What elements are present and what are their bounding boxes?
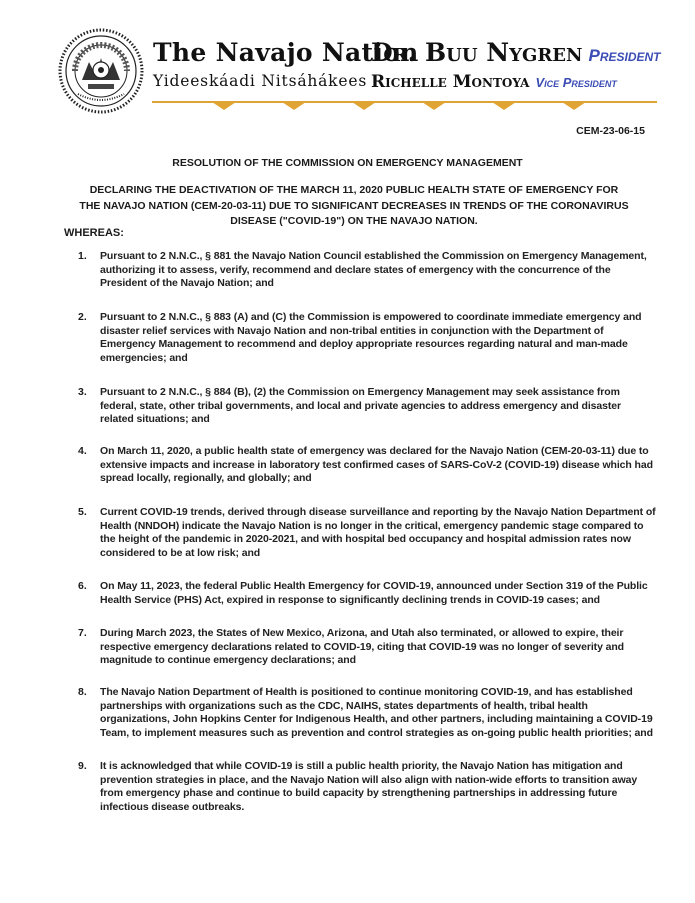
clause-number: 2.	[78, 311, 87, 323]
vice-president-title: Vice President	[535, 75, 617, 90]
clause-text: Pursuant to 2 N.N.C., § 884 (B), (2) the Commission on Emergency Management may seek assistance from federal, state, other tribal governments, and local and private agencies to address emergency and disaster related situations; and	[100, 386, 621, 426]
clause-text: On March 11, 2020, a public health state of emergency was declared for the Navajo Nation (CEM-20-03-11) due to extensive impacts and increase in laboratory test confirmed cases of SARS-CoV-2 (COVID-19) disease which had spread locally, regionally, and globally; and	[100, 445, 653, 485]
clause-number: 5.	[78, 506, 87, 518]
clause-text: It is acknowledged that while COVID-19 is still a public health priority, the Navajo Nation has mitigation and prevention strategies in place, and the Navajo Nation will also align with nation-wide efforts to transition away from emergency phase and continue to build capacity by strengthening partnerships in addressing future infectious disease outbreaks.	[100, 760, 638, 813]
clause-text: The Navajo Nation Department of Health is positioned to continue monitoring COVID-19, and has established partnerships with organizations such as the CDC, NAIHS, states departments of health, tribal health organizations, John Hopkins Center for Indigenous Health, and other partners, including maintaining a COVID-19 Team, to implement measures such as prevention and control strategies as on-going public health priorities; and	[100, 686, 653, 739]
clause-number: 8.	[78, 686, 87, 698]
document-number: CEM-23-06-15	[576, 125, 645, 137]
clause-number: 3.	[78, 386, 87, 398]
nation-name-native: Yideeskáadi Nitsáhákees	[153, 72, 368, 90]
clause-text: Pursuant to 2 N.N.C., § 881 the Navajo Nation Council established the Commission on Emergency Management, authorizing it to assess, verify, recommend and declare states of emergency with the concurrence of the President of the Navajo Nation; and	[100, 250, 647, 290]
clause-text: Current COVID-19 trends, derived through disease surveillance and reporting by the Navajo Nation Department of Health (NNDOH) indicate the Navajo Nation is no longer in the critical, emergency pandemic stage compared to the height of the pandemic in 2020-2021, and with hospital bed occupancy and hospital admission rates now considered to be at low risk; and	[100, 506, 656, 559]
president-title: President	[588, 46, 661, 65]
president-name: Dr. Buu Nygren	[371, 38, 583, 67]
clause-number: 4.	[78, 445, 87, 457]
president-line	[371, 38, 661, 67]
clause-number: 1.	[78, 250, 87, 262]
clause-number: 9.	[78, 760, 87, 772]
document-title: RESOLUTION OF THE COMMISSION ON EMERGENCY MANAGEMENT	[172, 157, 523, 169]
clause-text: Pursuant to 2 N.N.C., § 883 (A) and (C) the Commission is empowered to coordinate immediate emergency and disaster relief services with Navajo Nation and non-tribal entities in conjunction with the Department of Emergency Management to recommend and deploy appropriate resources regarding natural and man-made emergencies; and	[100, 311, 642, 364]
clause-number: 7.	[78, 627, 87, 639]
header-decorative-rule	[152, 98, 657, 114]
whereas-label: WHEREAS:	[64, 227, 124, 239]
clause-text: On May 11, 2023, the federal Public Health Emergency for COVID-19, announced under Section 319 of the Public Health Service (PHS) Act, expired in response to significantly declining trends in COVID-19 cases; and	[100, 580, 648, 606]
clause-text: During March 2023, the States of New Mexico, Arizona, and Utah also terminated, or allowed to expire, their respective emergency declarations related to COVID-19, citing that COVID-19 was no longer of severity and magnitude to continue emergency declarations; and	[100, 627, 624, 667]
vice-president-name: Richelle Montoya	[371, 72, 530, 92]
clause-number: 6.	[78, 580, 87, 592]
document-subtitle: DECLARING THE DEACTIVATION OF THE MARCH 11, 2020 PUBLIC HEALTH STATE OF EMERGENCY FOR THE NAVAJO NATION (CEM-20-03-11) DUE TO SIGNIFICANT DECREASES IN TRENDS OF THE CORONAVIRUS DISEASE ("COVID-19") ON THE NAVAJO NATION.	[79, 184, 629, 227]
nation-name: The Navajo Nation	[153, 38, 419, 67]
vice-president-line	[371, 72, 617, 92]
navajo-nation-seal-icon	[58, 28, 144, 114]
